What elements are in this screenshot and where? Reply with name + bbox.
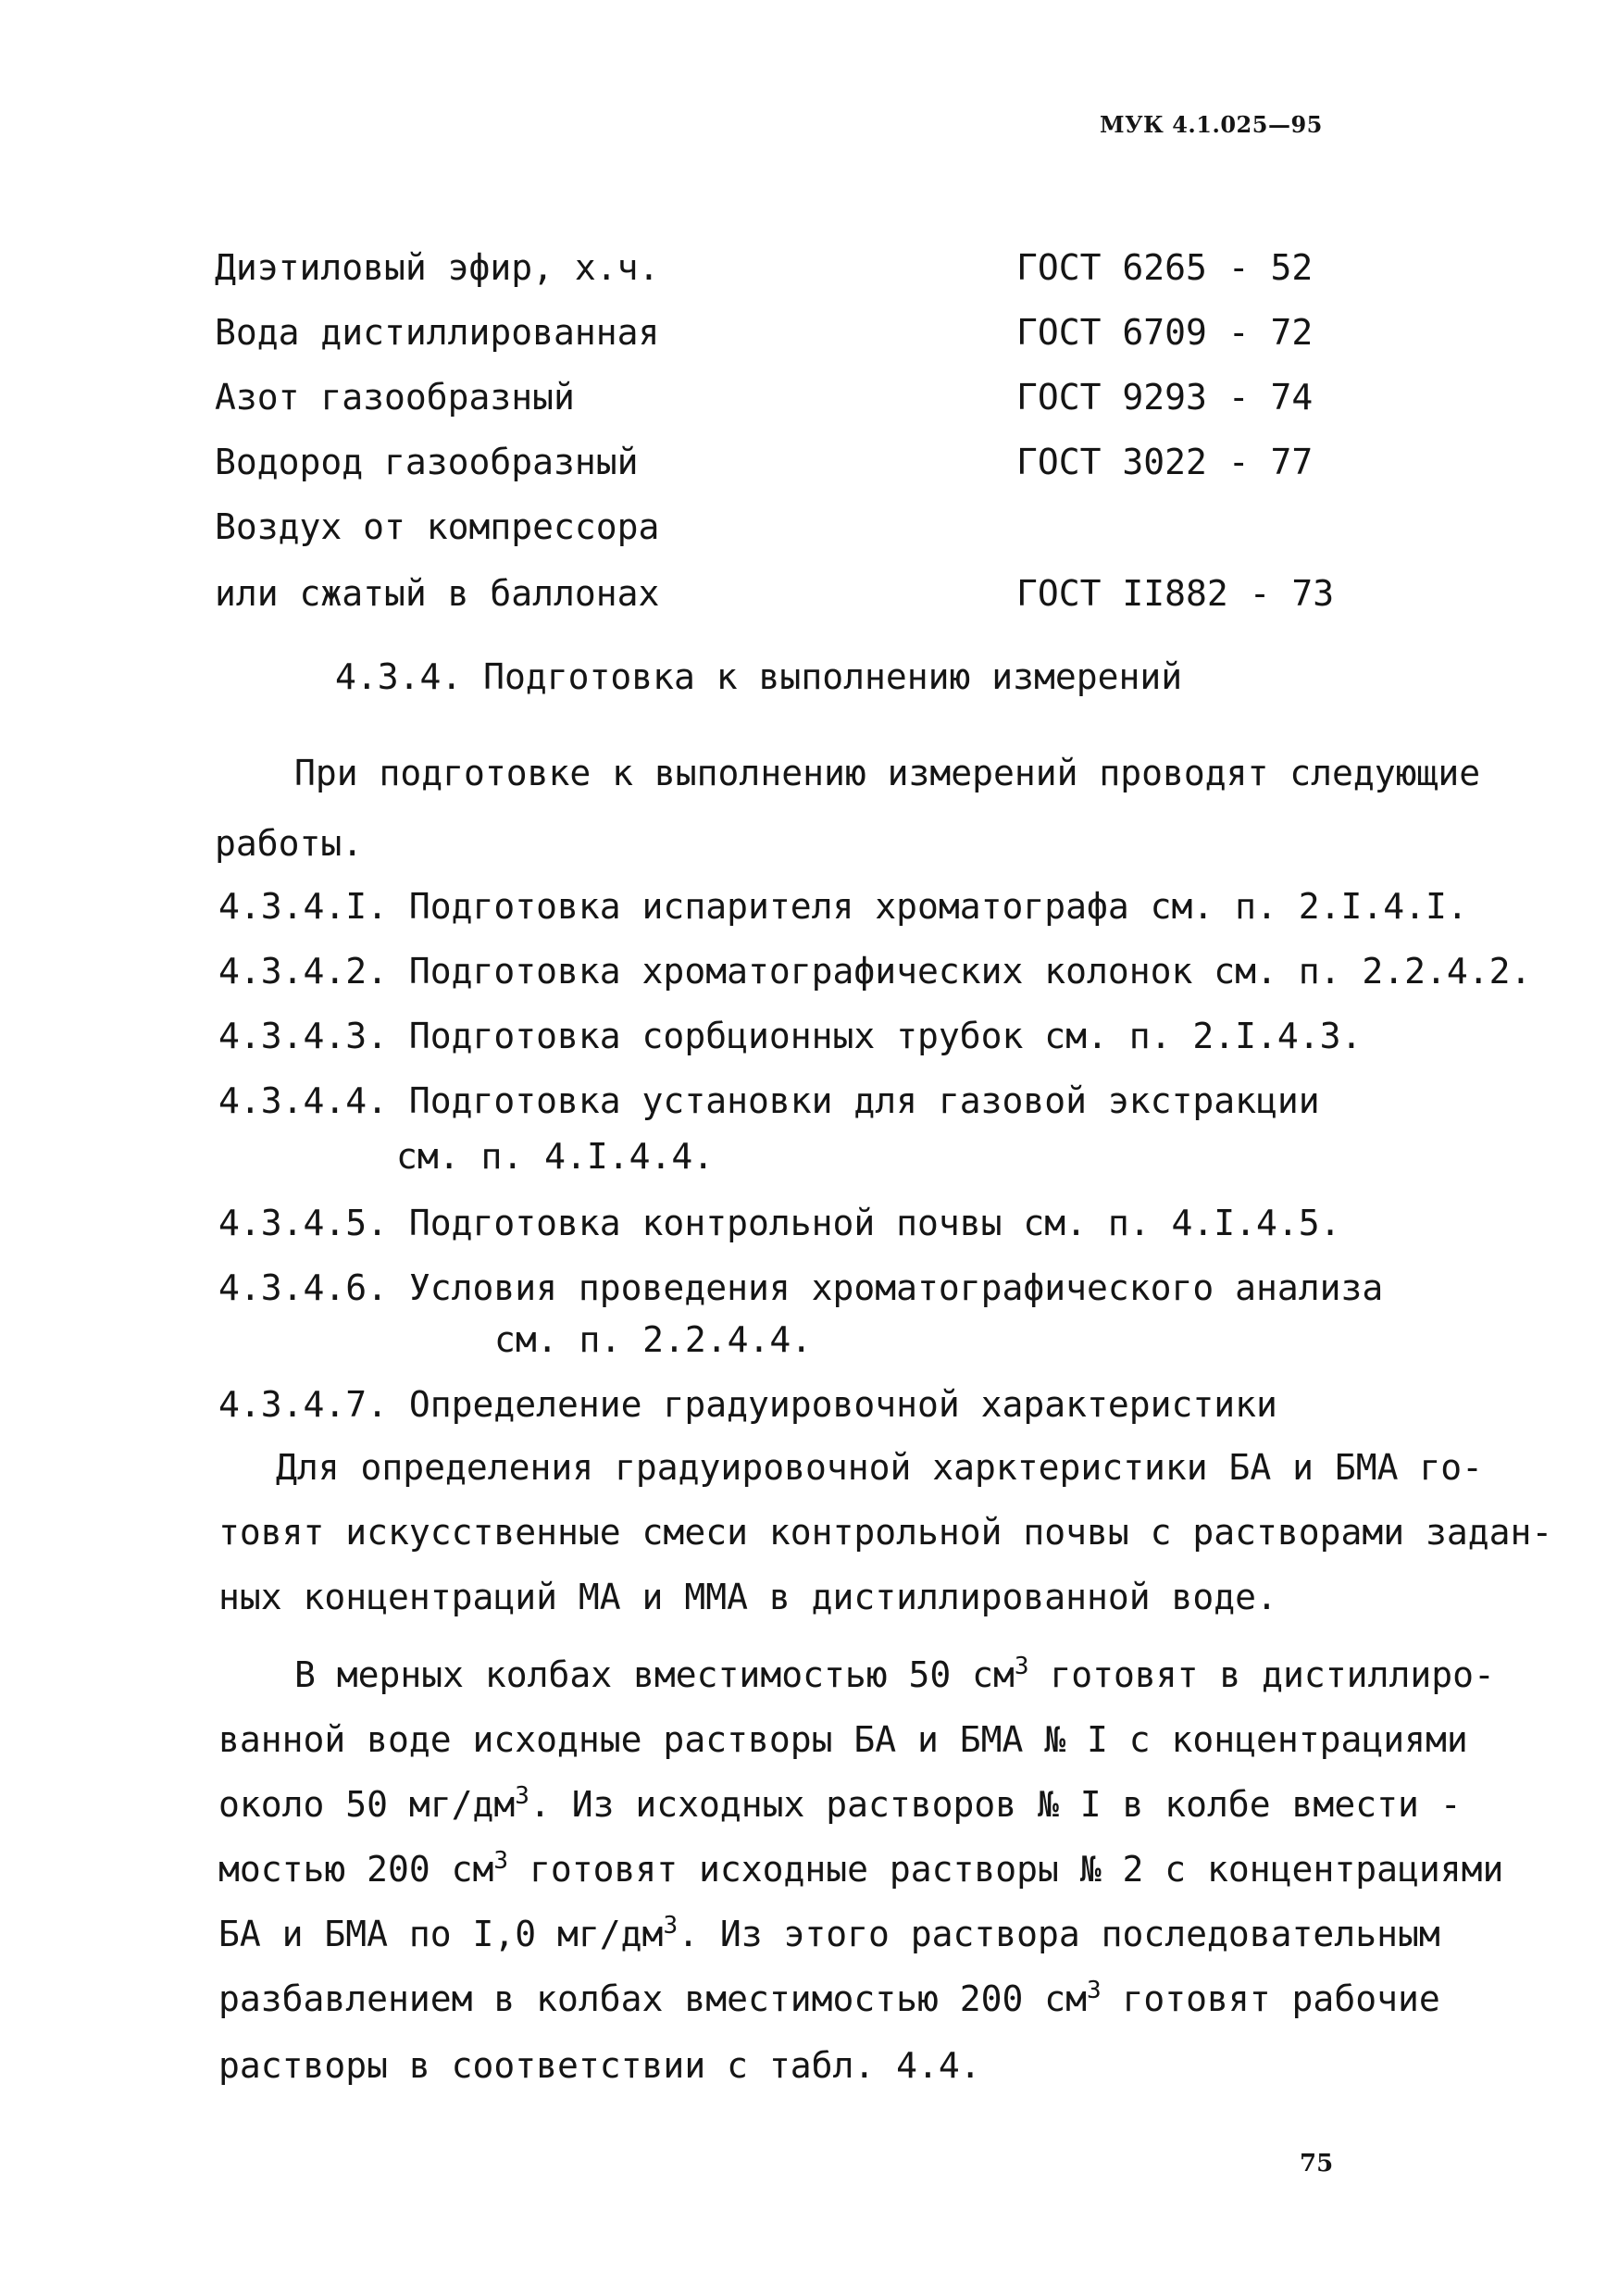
- superscript: 3: [663, 1912, 679, 1940]
- paragraph-line: растворы в соответствии с табл. 4.4.: [218, 2045, 981, 2086]
- material-standard: ГОСТ II882 - 73: [1016, 573, 1335, 614]
- material-name: Диэтиловый эфир, х.ч.: [215, 247, 660, 288]
- subsection-item-reference: см. п. 4.I.4.4.: [396, 1136, 715, 1177]
- superscript: 3: [493, 1847, 509, 1875]
- subsection-item: 4.3.4.I. Подготовка испарителя хроматографа см. п. 2.I.4.I.: [218, 886, 1468, 927]
- intro-text: При подготовке к выполнению измерений проводят следующие: [294, 753, 1481, 793]
- paragraph-line: мостью 200 $см^3$ готовят исходные растворы № 2 с концентрациями: [218, 1847, 1504, 1890]
- material-name: Воздух от компрессора: [215, 506, 660, 547]
- paragraph-line: разбавлением в колбах вместимостью 200 $см^3$ готовят рабочие: [218, 1977, 1440, 2019]
- section-title: 4.3.4. Подготовка к выполнению измерений: [335, 656, 1183, 697]
- paragraph-line: ванной воде исходные растворы БА и БМА № I с концентрациями: [218, 1719, 1468, 1760]
- material-standard: ГОСТ 9293 - 74: [1016, 377, 1314, 418]
- paragraph-line: около 50 $мг/дм^3$. Из исходных растворов № I в колбе вмести -: [218, 1782, 1462, 1825]
- paragraph-line: Для определения градуировочной харктеристики БА и БМА го-: [276, 1447, 1484, 1488]
- document-code: МУК 4.1.025—95: [1100, 111, 1323, 138]
- material-name: или сжатый в баллонах: [215, 573, 660, 614]
- page-number: 75: [1300, 2150, 1334, 2177]
- intro-text-continued: работы.: [215, 823, 364, 864]
- subsection-item: 4.3.4.3. Подготовка сорбционных трубок см. п. 2.I.4.3.: [218, 1016, 1363, 1056]
- subsection-item: 4.3.4.4. Подготовка установки для газовой экстракции: [218, 1080, 1320, 1121]
- subsection-item: 4.3.4.5. Подготовка контрольной почвы см. п. 4.I.4.5.: [218, 1203, 1341, 1243]
- subsection-item-reference: см. п. 2.2.4.4.: [494, 1319, 813, 1360]
- paragraph-line: БА и БМА по I,0 $мг/дм^3$. Из этого раствора последовательным: [218, 1912, 1440, 1954]
- subsection-item: 4.3.4.2. Подготовка хроматографических колонок см. п. 2.2.4.2.: [218, 951, 1532, 992]
- superscript: 3: [1087, 1977, 1102, 2004]
- material-standard: ГОСТ 3022 - 77: [1016, 442, 1314, 482]
- material-name: Водород газообразный: [215, 442, 639, 482]
- material-standard: ГОСТ 6709 - 72: [1016, 312, 1314, 353]
- superscript: 3: [515, 1782, 529, 1810]
- subsection-item: 4.3.4.6. Условия проведения хроматографического анализа: [218, 1267, 1384, 1308]
- superscript: 3: [1014, 1653, 1029, 1680]
- paragraph-line: В мерных колбах вместимостью 50 $см^3$ готовят в дистиллиро-: [294, 1653, 1495, 1695]
- material-name: Азот газообразный: [215, 377, 575, 418]
- paragraph-line: товят искусственные смеси контрольной почвы с растворами задан-: [218, 1512, 1553, 1553]
- subsection-item: 4.3.4.7. Определение градуировочной характеристики: [218, 1384, 1277, 1425]
- material-standard: ГОСТ 6265 - 52: [1016, 247, 1314, 288]
- paragraph-line: ных концентраций МА и ММА в дистиллированной воде.: [218, 1577, 1277, 1617]
- material-name: Вода дистиллированная: [215, 312, 660, 353]
